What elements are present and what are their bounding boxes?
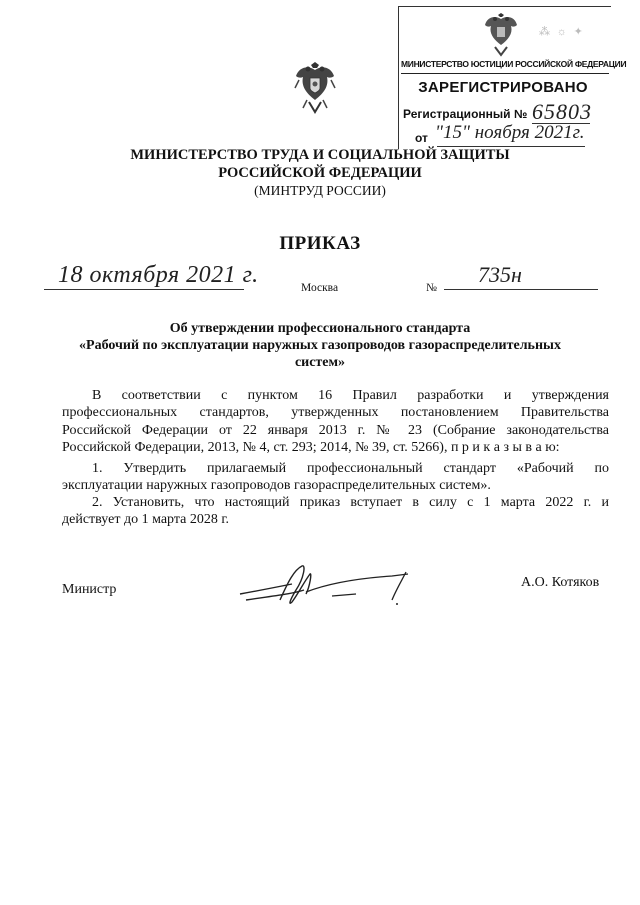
ministry-short-name: (МИНТРУД РОССИИ) bbox=[254, 183, 386, 198]
document-type: ПРИКАЗ bbox=[279, 233, 361, 254]
stamp-date-value: "15" ноября 2021г. bbox=[435, 122, 585, 143]
body-paragraph bbox=[62, 460, 609, 495]
body-line: В соответствии с пунктом 16 Правил разработки и утверждения bbox=[92, 388, 609, 403]
date-underline bbox=[44, 289, 244, 290]
order-city: Москва bbox=[301, 282, 339, 294]
signer-name: А.О. Котяков bbox=[521, 575, 600, 590]
stamp-divider bbox=[401, 73, 609, 74]
registration-stamp bbox=[398, 6, 627, 149]
order-title-line: «Рабочий по эксплуатации наружных газопроводов газораспределительных bbox=[79, 338, 561, 353]
stamp-registered: ЗАРЕГИСТРИРОВАНО bbox=[418, 79, 588, 96]
body-line: эксплуатации наружных газопроводов газораспределительных систем». bbox=[62, 478, 491, 494]
order-date: 18 октября 2021 г. bbox=[58, 262, 259, 288]
coat-of-arms-icon bbox=[481, 13, 521, 57]
ministry-name: МИНИСТЕРСТВО ТРУДА И СОЦИАЛЬНОЙ ЗАЩИТЫ bbox=[130, 147, 510, 163]
body-line: действует до 1 марта 2028 г. bbox=[62, 512, 230, 528]
coat-of-arms-icon bbox=[293, 62, 337, 114]
ministry-name-continued: РОССИЙСКОЙ ФЕДЕРАЦИИ bbox=[218, 165, 422, 181]
stamp-registration-label: Регистрационный № bbox=[403, 107, 528, 121]
body-paragraph bbox=[62, 494, 609, 529]
order-title-line: систем» bbox=[294, 355, 346, 370]
order-number: 735н bbox=[478, 262, 522, 287]
body-line: Российской Федерации, 2013, № 4, ст. 293; 2014, № 39, ст. 5266), п р и к а з ы в а ю: bbox=[62, 440, 560, 456]
body-line: 2. Установить, что настоящий приказ вступает в силу с 1 марта 2022 г. и bbox=[92, 495, 609, 510]
stamp-date-label: от bbox=[415, 131, 428, 145]
order-title-line: Об утверждении профессионального стандарта bbox=[169, 321, 471, 336]
stamp-organization: МИНИСТЕРСТВО ЮСТИЦИИ РОССИЙСКОЙ ФЕДЕРАЦИИ bbox=[401, 59, 627, 69]
body-line: 1. Утвердить прилагаемый профессиональный стандарт «Рабочий по bbox=[92, 461, 609, 476]
body-paragraph bbox=[62, 387, 609, 457]
number-underline bbox=[444, 289, 598, 290]
body-line: Российской Федерации от 22 января 2013 г. № 23 (Собрание законодательства bbox=[62, 422, 609, 438]
number-sign: № bbox=[426, 282, 437, 294]
signer-role: Министр bbox=[62, 582, 117, 597]
body-line: профессиональных стандартов, утвержденных постановлением Правительства bbox=[62, 405, 609, 421]
handwritten-signature bbox=[232, 560, 414, 616]
stamp-mark: ⁂ ☼ ✦ bbox=[539, 26, 585, 38]
stamp-registration-number: 65803 bbox=[532, 99, 592, 124]
